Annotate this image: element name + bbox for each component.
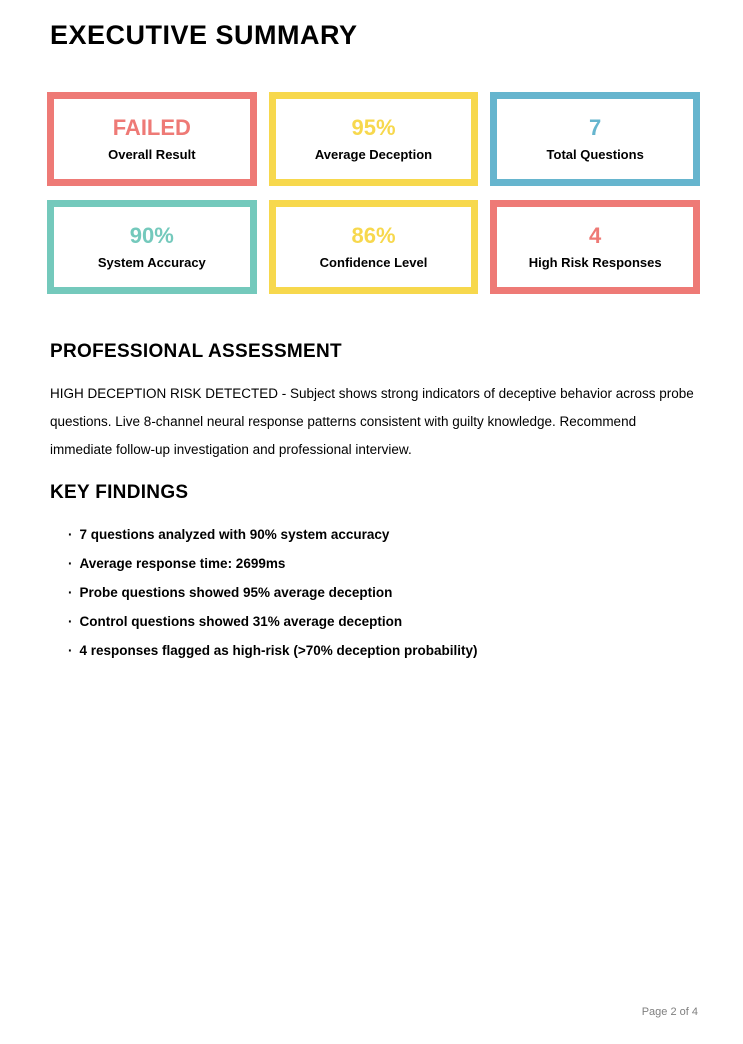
assessment-body: HIGH DECEPTION RISK DETECTED - Subject shows strong indicators of deceptive behavior across probe questions. Live 8-channel neural response patterns consistent with guilty knowledge. Recommend immediate follow-up investigation and professional interview. — [50, 386, 694, 457]
bullet-icon: · — [68, 643, 73, 658]
stat-label: High Risk Responses — [528, 255, 662, 270]
stat-value: 7 — [589, 115, 602, 140]
finding-text: Average response time: 2699ms — [79, 556, 286, 571]
stat-value: 90% — [129, 223, 174, 248]
finding-text: Control questions showed 31% average deception — [79, 614, 403, 629]
list-item — [68, 528, 695, 542]
stat-value: 4 — [589, 223, 602, 248]
bullet-icon: · — [68, 614, 73, 629]
list-item — [68, 644, 695, 658]
page-number: Page 2 of 4 — [641, 1006, 698, 1018]
stat-label: System Accuracy — [97, 255, 206, 270]
stat-label: Confidence Level — [319, 255, 428, 270]
stat-value: 95% — [351, 115, 396, 140]
assessment-section — [50, 341, 695, 464]
key-findings-list — [50, 528, 695, 658]
list-item — [68, 615, 695, 629]
stat-value: 86% — [351, 223, 396, 248]
stat-card — [490, 92, 700, 186]
key-findings-heading: KEY FINDINGS — [50, 482, 189, 503]
finding-text: 4 responses flagged as high-risk (>70% deception probability) — [79, 643, 478, 658]
finding-text: Probe questions showed 95% average deception — [79, 585, 393, 600]
stat-cards — [47, 92, 700, 294]
stat-label: Total Questions — [546, 147, 644, 162]
list-item — [68, 586, 695, 600]
bullet-icon: · — [68, 585, 73, 600]
list-item — [68, 557, 695, 571]
stat-card — [490, 200, 700, 294]
bullet-icon: · — [68, 527, 73, 542]
stat-card — [47, 92, 257, 186]
stat-card — [269, 200, 479, 294]
stat-label: Overall Result — [108, 147, 196, 162]
page-title: EXECUTIVE SUMMARY — [50, 20, 358, 50]
finding-text: 7 questions analyzed with 90% system accuracy — [79, 527, 390, 542]
stat-card — [269, 92, 479, 186]
bullet-icon: · — [68, 556, 73, 571]
stat-value: FAILED — [112, 115, 191, 140]
stat-card — [47, 200, 257, 294]
key-findings-section — [50, 482, 695, 673]
assessment-heading: PROFESSIONAL ASSESSMENT — [50, 341, 342, 362]
stat-label: Average Deception — [314, 147, 433, 162]
